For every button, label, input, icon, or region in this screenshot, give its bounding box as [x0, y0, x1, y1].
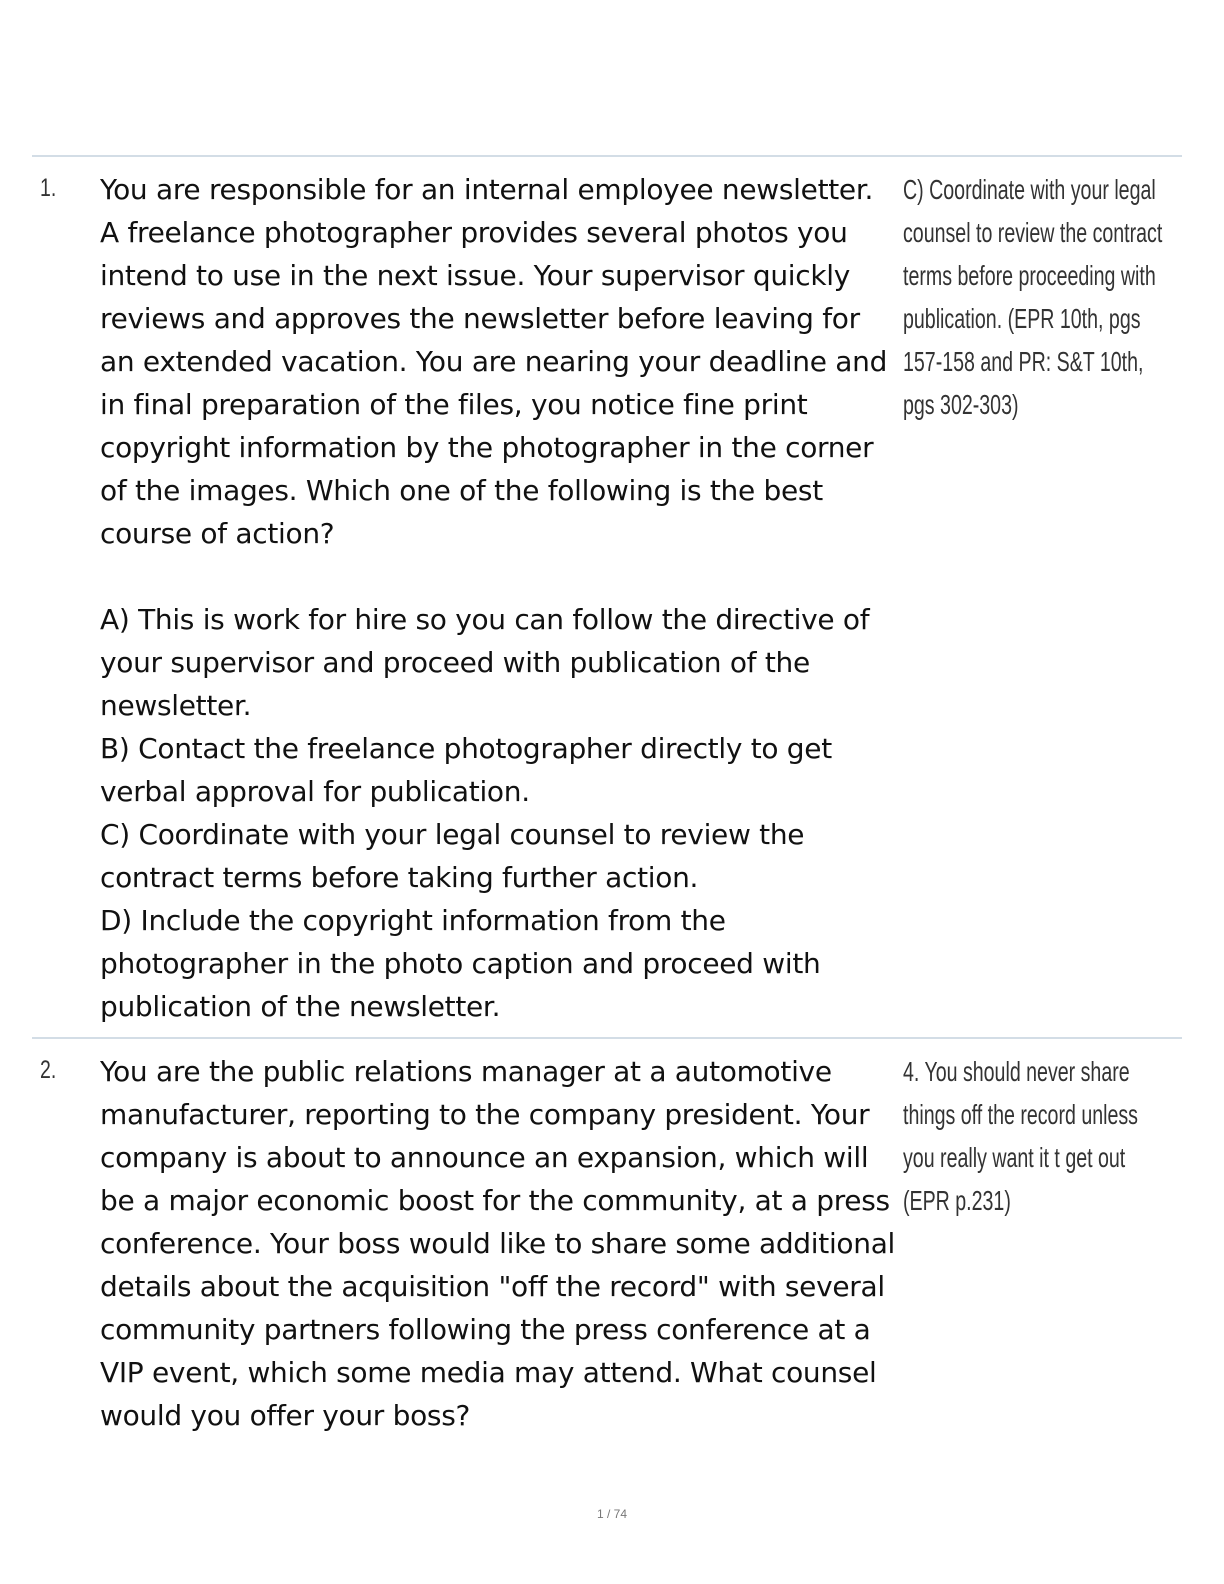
answer-body: C) Coordinate with your legal counsel to review the contract terms before proceeding with publication. (EPR 10th, pgs 157-158 and PR: S&T 10th, pgs 302-303) — [903, 174, 1163, 420]
question-text-block — [100, 168, 896, 1028]
answer-reference: (EPR p.231) — [903, 1185, 1011, 1216]
question-text: You are responsible for an internal employee newsletter. A freelance photographer provides several photos you intend to use in the next issue. Your supervisor quickly reviews and approves the newsletter before leaving for an extended vacation. You are nearing your deadline and in final preparation of the files, you notice fine print copyright information by the photographer in the corner of the images. Which one of the following is the best course of action? — [100, 173, 888, 550]
option-d: D) Include the copyright information from the photographer in the photo caption and proceed with publication of the newsletter. — [100, 904, 821, 1023]
option-a: A) This is work for hire so you can follow the directive of your supervisor and proceed with publication of the newsletter. — [100, 603, 870, 722]
question-text: You are the public relations manager at a automotive manufacturer, reporting to the company president. Your company is about to announce an expansion, which will be a major economic boost for the community, at a press conference. Your boss would like to share some additional details about the acquisition "off the record" with several community partners following the press conference at a VIP event, which some media may attend. What counsel would you offer your boss? — [100, 1055, 896, 1432]
card-number: 1. — [40, 174, 57, 202]
option-b: B) Contact the freelance photographer directly to get verbal approval for publication. — [100, 732, 832, 808]
answer-text — [903, 168, 1173, 426]
answer-text — [903, 1050, 1173, 1222]
option-c: C) Coordinate with your legal counsel to review the contract terms before taking further action. — [100, 818, 805, 894]
page-indicator: 1 / 74 — [596, 1507, 628, 1521]
answer-options — [100, 598, 896, 1028]
divider — [32, 155, 1182, 157]
card-number: 2. — [40, 1056, 57, 1084]
divider — [32, 1037, 1182, 1039]
answer-body: 4. You should never share things off the record unless you really want it t get out — [903, 1056, 1138, 1173]
question-text-block — [100, 1050, 896, 1437]
